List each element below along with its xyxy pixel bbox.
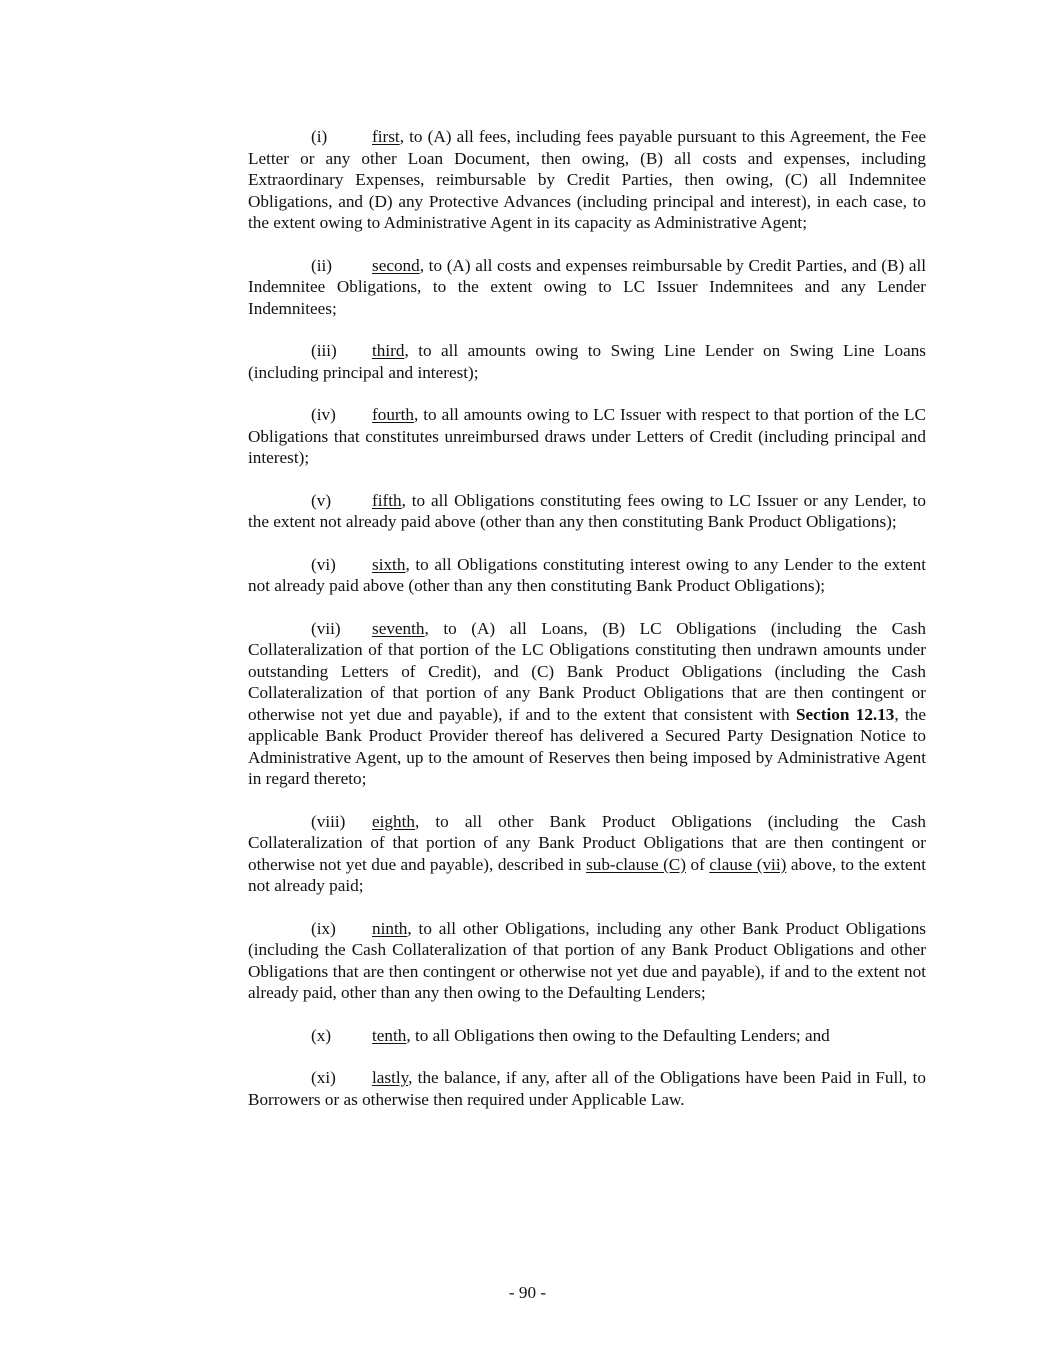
clause-x [248, 1025, 926, 1047]
clause-keyword: seventh [372, 618, 425, 638]
clause-v [248, 490, 926, 533]
clause-number: (viii) [311, 811, 346, 831]
section-reference: Section 12.13 [795, 704, 895, 724]
clause-text: , to all Obligations constituting fees owing to LC Issuer or any Lender, to the extent not already paid above (other than any then constituting Bank Product Obligations); [248, 490, 926, 531]
clause-keyword: eighth [372, 811, 415, 831]
clause-i [248, 126, 926, 234]
clause-text: , to all amounts owing to Swing Line Lender on Swing Line Loans (including principal and interest); [248, 341, 926, 382]
clause-viii [248, 811, 926, 897]
clause-text: , to all Obligations constituting interest owing to any Lender to the extent not already paid above (other than any then constituting Bank Product Obligations); [248, 554, 926, 595]
clause-text: , to all amounts owing to LC Issuer with respect to that portion of the LC Obligations that constitutes unreimbursed draws under Letters of Credit (including principal and interest); [248, 405, 926, 467]
clause-number: (v) [311, 490, 332, 510]
clause-keyword: lastly [372, 1068, 409, 1087]
clause-text: , to (A) all costs and expenses reimbursable by Credit Parties, and (B) all Indemnitee Obligations, to the extent owing to LC Issuer Indemnitees and any Lender Indemnitees; [248, 255, 926, 318]
clause-text: , the applicable Bank Product Provider thereof has delivered a Secured Party Designation Notice to Administrative Agent, up to the amount of Reserves then being imposed by Administrative Agent in regard thereto; [248, 704, 927, 788]
clause-ix [248, 918, 926, 1004]
clause-vi [248, 554, 926, 597]
clause-keyword: third [372, 341, 405, 360]
clause-text: , to all other Bank Product Obligations (including the Cash Collateralization of that portion of any Bank Product Obligations that are then contingent or otherwise not yet due and payable), described in [248, 811, 926, 874]
clause-text: , to (A) all Loans, (B) LC Obligations (including the Cash Collateralization of that portion of the LC Obligations constituting then undrawn amounts under outstanding Letters of Credit), and (C) Bank Product Obligations (including the Cash Collateralization of that portion of any Bank Product Obligations that are then contingent or otherwise not yet due and payable), if and to the extent that consistent with [248, 618, 926, 724]
clause-vii [248, 618, 926, 790]
clause-text: of [685, 854, 710, 874]
clause-ii [248, 255, 926, 320]
clause-list [248, 126, 926, 1131]
clause-number: (xi) [311, 1068, 336, 1087]
clause-keyword: fourth [372, 405, 415, 424]
clause-iii [248, 340, 926, 383]
clause-keyword: first [372, 127, 400, 146]
clause-number: (vi) [311, 554, 336, 574]
clause-number: (iv) [311, 405, 336, 424]
clause-number: (ix) [311, 918, 336, 938]
clause-text: , to all Obligations then owing to the Defaulting Lenders; and [406, 1025, 830, 1045]
clause-text: , to (A) all fees, including fees payable pursuant to this Agreement, the Fee Letter or any other Loan Document, then owing, (B) all costs and expenses, including Extraordinary Expenses, reimbursable by Credit Parties, then owing, (C) all Indemnitee Obligations, and (D) any Protective Advances (including principal and interest), in each case, to the extent owing to Administrative Agent in its capacity as Administrative Agent; [248, 127, 926, 232]
clause-keyword: second [372, 255, 420, 275]
clause-keyword: tenth [372, 1025, 407, 1045]
clause-text: above, to the extent not already paid; [248, 854, 926, 895]
clause-number: (ii) [311, 255, 332, 275]
clause-number: (x) [311, 1025, 332, 1045]
clause-number: (iii) [311, 341, 337, 360]
clause-keyword: sixth [372, 554, 406, 574]
clause-keyword: ninth [372, 918, 408, 938]
page-number: - 90 - [508, 1283, 547, 1302]
clause-keyword: fifth [372, 490, 402, 510]
clause-text: , to all other Obligations, including any other Bank Product Obligations (including the Cash Collateralization of that portion of any Bank Product Obligations and other Obligations that are then contingent or otherwise not yet due and payable), if and to the extent not already paid, other than any then owing to the Defaulting Lenders; [248, 918, 926, 1002]
clause-text: , the balance, if any, after all of the Obligations have been Paid in Full, to Borrowers or as otherwise then required under Applicable Law. [248, 1068, 926, 1109]
clause-xi [248, 1067, 926, 1110]
sub-clause-reference: sub-clause (C) [586, 854, 686, 874]
clause-number: (i) [311, 127, 328, 146]
clause-number: (vii) [311, 618, 341, 638]
clause-iv [248, 404, 926, 469]
clause-reference: clause (vii) [709, 854, 787, 874]
